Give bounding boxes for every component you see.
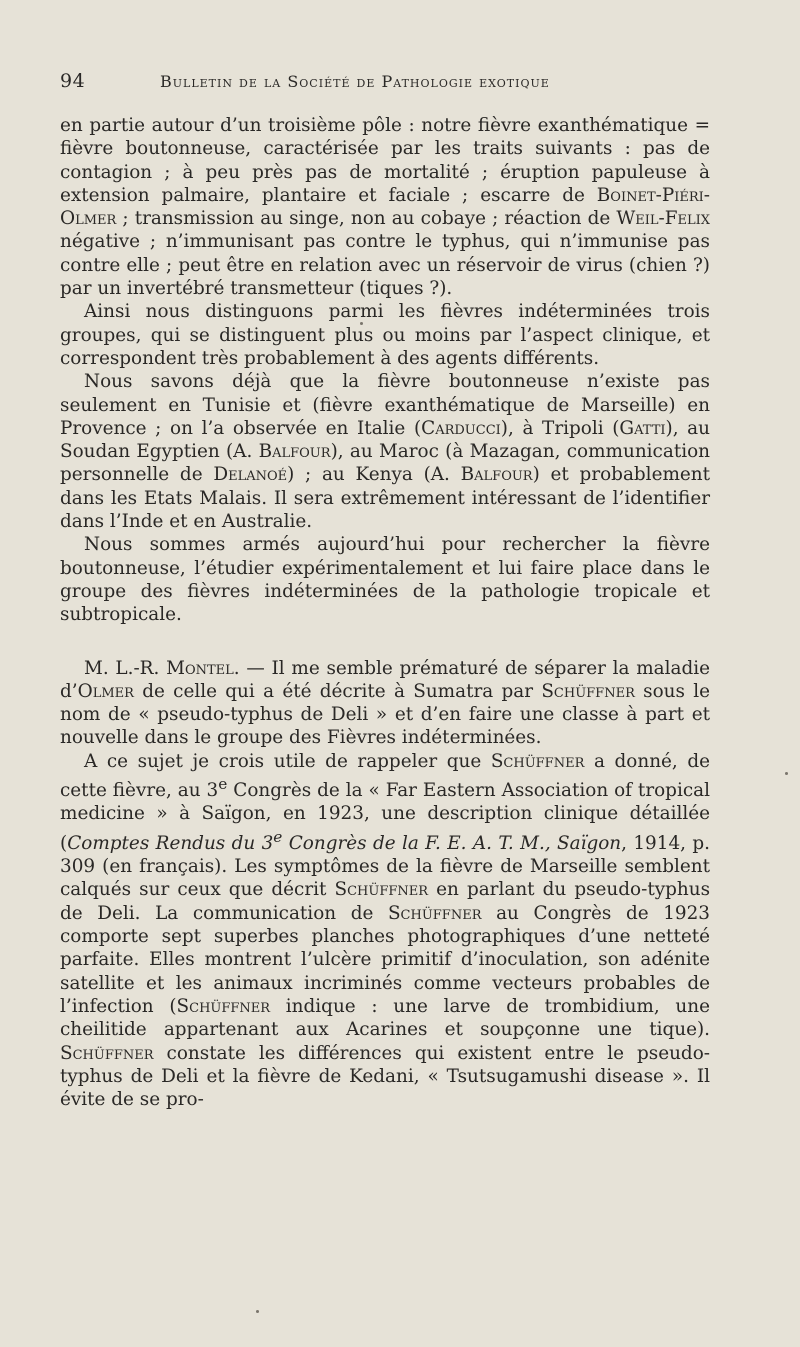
- page-number: 94: [60, 70, 86, 92]
- paragraph-3: Nous savons déjà que la fièvre boutonneuse n’existe pas seulement en Tunisie et (fièvre exanthématique de Marseille) en Provence ; on l’a observée en Italie (Carducci), à Tripoli (Gatti), au Soudan Egyptien (A. Balfour), au Maroc (à Mazagan, communication personnelle de Delanoé) ; au Kenya (A. Balfour) et probablement dans les Etats Malais. Il sera extrêmement intéressant de l’identifier dans l’Inde et en Australie.: [60, 371, 711, 533]
- author-name: Schüffner: [541, 680, 635, 702]
- author-name: Schüffner: [490, 750, 585, 772]
- paragraph-5: M. L.-R. Montel. — Il me semble prématuré de séparer la maladie d’Olmer de celle qui a été décrite à Sumatra par Schüffner sous le nom de « pseudo-typhus de Deli » et d’en faire une classe à part et nouvelle dans le groupe des Fièvres indéterminées.: [60, 657, 711, 749]
- author-name: Weil-Felix: [616, 208, 710, 230]
- author-name: Schüffner: [334, 879, 429, 901]
- author-name: Olmer: [77, 680, 134, 702]
- author-name: Schüffner: [387, 902, 482, 924]
- author-name: Schüffner: [176, 995, 271, 1017]
- body-text: [60, 114, 710, 1111]
- author-name: Gatti: [619, 417, 666, 439]
- author-name: Balfour: [258, 441, 331, 463]
- running-title: Bulletin de la Société de Pathologie exotique: [160, 72, 550, 91]
- author-name: Delanoé: [213, 464, 288, 486]
- author-name: Boinet-Piéri-Olmer: [60, 184, 710, 230]
- paragraph-6: A ce sujet je crois utile de rappeler que Schüffner a donné, de cette fièvre, au 3e Congrès de la « Far Eastern Association of tropical medicine » à Saïgon, en 1923, une description clinique détaillée (Comptes Rendus du 3e Congrès de la F. E. A. T. M., Saïgon, 1914, p. 309 (en français). Les symptômes de la fièvre de Marseille semblent calqués sur ceux que décrit Schüffner en parlant du pseudo-typhus de Deli. La communication de Schüffner au Congrès de 1923 comporte sept superbes planches photographiques d’une netteté parfaite. Elles montrent l’ulcère primitif d’inoculation, son adénite satellite et les animaux incriminés comme vecteurs probables de l’infection (Schüffner indique : une larve de trombidium, une cheilitide appartenant aux Acarines et soupçonne une tique). Schüffner constate les différences qui existent entre le pseudo-typhus de Deli et la fièvre de Kedani, « Tsutsugamushi disease ». Il évite de se pro-: [60, 750, 711, 1111]
- author-name: Montel: [166, 657, 234, 679]
- print-speck: [360, 322, 363, 325]
- section-gap: [60, 627, 710, 657]
- print-speck: [256, 1310, 259, 1313]
- paragraph-1: en partie autour d’un troisième pôle : notre fièvre exanthématique = fièvre boutonneuse, caractérisée par les traits suivants : pas de contagion ; à peu près pas de mortalité ; éruption papuleuse à extension palmaire, plantaire et faciale ; escarre de Boinet-Piéri-Olmer ; transmission au singe, non au cobaye ; réaction de Weil-Felix négative ; n’immunisant pas contre le typhus, qui n’immunise pas contre elle ; peut être en relation avec un réservoir de virus (chien ?) par un invertébré transmetteur (tiques ?).: [60, 115, 710, 300]
- paragraph-2: Ainsi nous distinguons parmi les fièvres indéterminées trois groupes, qui se distinguent plus ou moins par l’aspect clinique, et correspondent très probablement à des agents différents.: [60, 301, 710, 369]
- author-name: Schüffner: [60, 1042, 154, 1064]
- page-header: [60, 66, 740, 96]
- citation: Comptes Rendus du 3e Congrès de la F. E. A. T. M., Saïgon: [67, 827, 622, 854]
- print-speck: [785, 772, 788, 775]
- paragraph-4: Nous sommes armés aujourd’hui pour rechercher la fièvre boutonneuse, l’étudier expérimentalement et lui faire place dans le groupe des fièvres indéterminées de la pathologie tropicale et subtropicale.: [60, 534, 710, 626]
- author-name: Carducci: [421, 417, 501, 439]
- author-name: Balfour: [460, 464, 533, 486]
